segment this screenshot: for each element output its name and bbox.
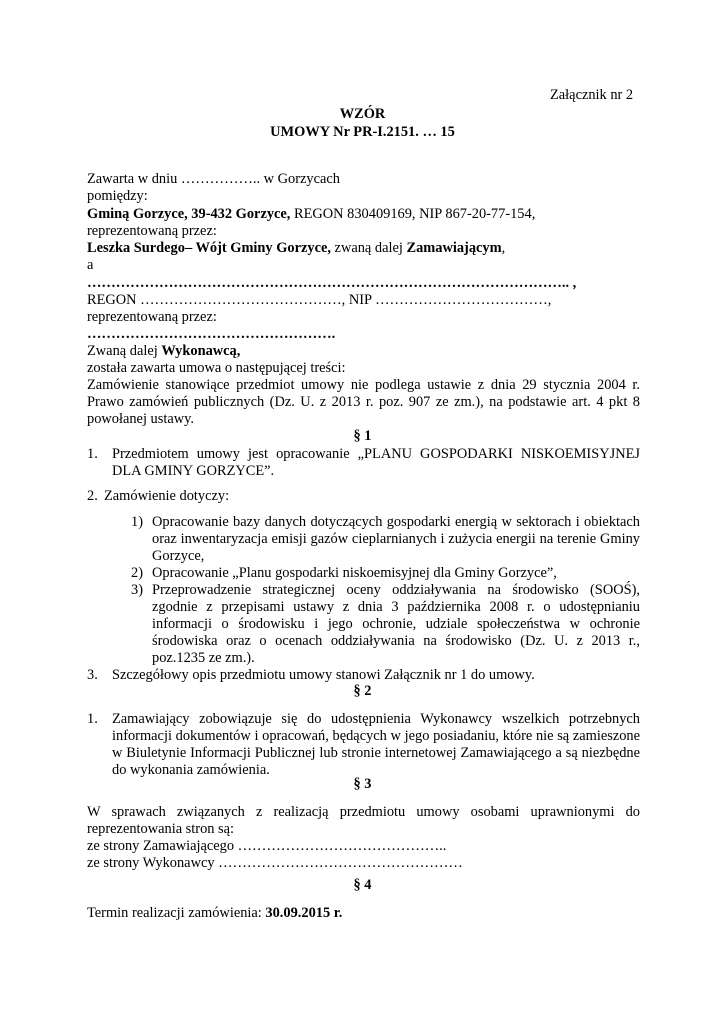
s3-line-3: ze strony Zamawiającego ……………………………………..	[87, 838, 447, 854]
s1-p1-line-1: Przedmiotem umowy jest opracowanie „PLANU GOSPODARKI NISKOEMISYJNEJ	[112, 446, 640, 462]
between-label: pomiędzy:	[87, 188, 148, 204]
deadline-date: 30.09.2015 r.	[265, 905, 343, 921]
contract-date-line: Zawarta w dniu …………….. w Gorzycach	[87, 171, 340, 187]
intro-line-3: powołanej ustawy.	[87, 411, 194, 427]
section-1-heading: § 1	[353, 428, 372, 444]
s1-item-2-line-1: Opracowanie „Planu gospodarki niskoemisyjnej dla Gminy Gorzyce”,	[152, 565, 557, 581]
deadline-label: Termin realizacji zamówienia:	[87, 905, 266, 921]
contract-number: UMOWY Nr PR-I.2151. … 15	[270, 124, 455, 140]
contractor-rep-placeholder: …………………………………………….	[87, 326, 336, 342]
s1-item-3-line-2: zgodnie z przepisami ustawy z dnia 3 października 2008 r. o udostępnianiu	[152, 599, 640, 615]
contractor-name-placeholder: ……………………………………………………………………………………….. ,	[87, 275, 577, 291]
document-title: WZÓR	[339, 106, 386, 122]
s2-line-2: informacji dokumentów i opracowań, będących w jego posiadaniu, które nie są zamieszone	[112, 728, 640, 744]
s3-line-2: reprezentowania stron są:	[87, 821, 235, 837]
contractor-ids-line: REGON ……………………………………, NIP ………………………………,	[87, 292, 552, 308]
s1-item-2-number: 2)	[131, 565, 143, 581]
s1-item-1-line-3: Gorzyce,	[152, 548, 205, 564]
s1-item-3-number: 3)	[131, 582, 143, 598]
s1-p3-number: 3.	[87, 667, 98, 683]
representative-name: Leszka Surdego– Wójt Gminy Gorzyce,	[87, 240, 331, 256]
s1-item-1-line-2: oraz inwentaryzacja emisji gazów cieplarnianych i zużycia energii na terenie Gminy	[152, 531, 640, 547]
s2-line-4: do wykonania zamówienia.	[112, 762, 270, 778]
section-2-heading: § 2	[353, 683, 372, 699]
contractor-term-prefix: Zwaną dalej	[87, 343, 162, 359]
contractor-term-line	[87, 343, 240, 360]
s1-item-3-line-5: poz.1235 ze zm.).	[152, 650, 255, 666]
s1-item-1-number: 1)	[131, 514, 143, 530]
s2-line-1: Zamawiający zobowiązuje się do udostępnienia Wykonawcy wszelkich potrzebnych	[112, 711, 640, 727]
comma: ,	[501, 240, 506, 256]
client-term: Zamawiającym	[406, 240, 502, 256]
municipality-ids: REGON 830409169, NIP 867-20-77-154,	[290, 206, 536, 222]
concluded-line: została zawarta umowa o następującej treści:	[87, 360, 346, 376]
representative-line	[87, 240, 505, 257]
s1-item-3-line-3: informacji o środowisku i jego ochronie, udziale społeczeństwa w ochronie	[152, 616, 640, 632]
s1-p2-text: Zamówienie dotyczy:	[104, 488, 230, 504]
called-label: zwaną dalej	[330, 240, 407, 256]
s2-line-3: w Biuletynie Informacji Publicznej lub stronie internetowej Zamawiającego a są niezbędne	[112, 745, 640, 761]
s3-line-4: ze strony Wykonawcy ……………………………………………	[87, 855, 463, 871]
section-3-heading: § 3	[353, 776, 372, 792]
s2-number: 1.	[87, 711, 98, 727]
section-4-heading: § 4	[353, 877, 372, 893]
s1-item-1-line-1: Opracowanie bazy danych dotyczących gospodarki energią w sektorach i obiektach	[152, 514, 640, 530]
intro-line-2: Prawo zamówień publicznych (Dz. U. z 2013 r. poz. 907 ze zm.), na podstawie art. 4 pkt 8	[87, 394, 640, 410]
s1-p3-text: Szczegółowy opis przedmiotu umowy stanowi Załącznik nr 1 do umowy.	[112, 667, 535, 683]
represented-by-label: reprezentowaną przez:	[87, 223, 217, 239]
s4-deadline-line	[87, 905, 342, 922]
s1-p2-number: 2.	[87, 488, 98, 504]
s1-p1-number: 1.	[87, 446, 98, 462]
municipality-name: Gminą Gorzyce, 39-432 Gorzyce,	[87, 206, 291, 222]
municipality-line	[87, 206, 535, 223]
s1-item-3-line-4: środowiska oraz o ocenach oddziaływania na środowisko (Dz. U. z 2013 r.,	[152, 633, 640, 649]
contractor-represented-label: reprezentowaną przez:	[87, 309, 217, 325]
s1-p1-line-2: DLA GMINY GORZYCE”.	[112, 463, 275, 479]
attachment-label: Załącznik nr 2	[550, 87, 634, 103]
contractor-term: Wykonawcą,	[161, 343, 241, 359]
intro-line-1: Zamówienie stanowiące przedmiot umowy nie podlega ustawie z dnia 29 stycznia 2004 r.	[87, 377, 640, 393]
s1-item-3-line-1: Przeprowadzenie strategicznej oceny oddziaływania na środowisko (SOOŚ),	[152, 582, 640, 598]
s3-line-1: W sprawach związanych z realizacją przedmiotu umowy osobami uprawnionymi do	[87, 804, 640, 820]
and-label: a	[87, 257, 94, 273]
